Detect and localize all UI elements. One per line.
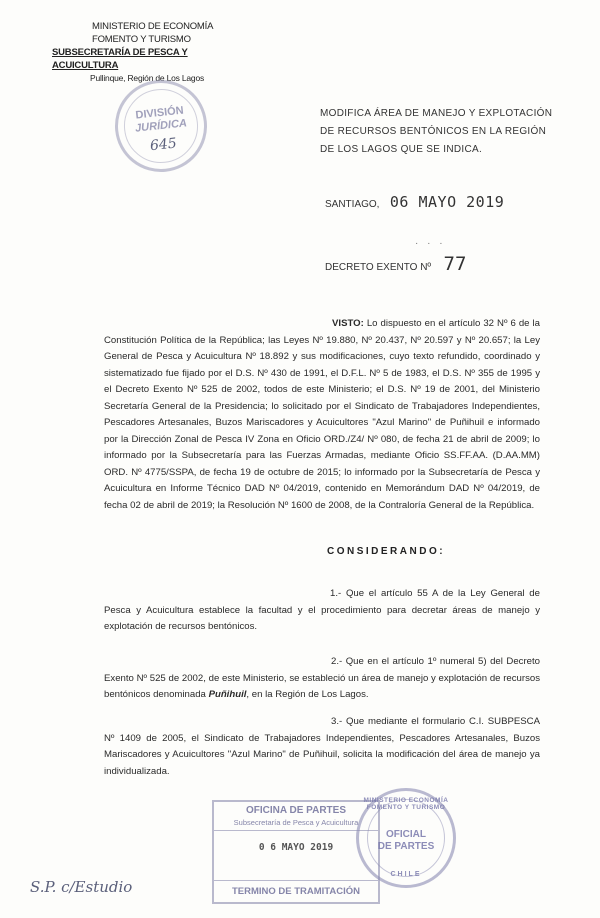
stamp-partes-subtitle: Subsecretaría de Pesca y Acuicultura bbox=[233, 818, 359, 827]
header-subsecretariat: SUBSECRETARÍA DE PESCA Y ACUICULTURA bbox=[52, 47, 188, 71]
considerando-item-2 bbox=[104, 654, 540, 704]
round-stamp-center-text bbox=[359, 829, 453, 853]
date-label: SANTIAGO, bbox=[325, 199, 380, 210]
stamp-partes-footer: TERMINO DE TRAMITACIÓN bbox=[231, 886, 361, 897]
handwritten-note: S.P. c/Estudio bbox=[30, 878, 133, 896]
header-department: FOMENTO Y TURISMO bbox=[92, 34, 191, 45]
item-text: Que mediante el formulario C.I. SUBPESCA Nº 1409 de 2005, el Sindicato de Trabajadores Independientes, Pescadores Artesanales, Buzos Mariscadores y Acuicultores "Azul Marino" de Puñihuil, solicita la modificación del área de manejo ya individualizada. bbox=[104, 716, 540, 777]
decree-date bbox=[325, 193, 504, 212]
considerando-heading: CONSIDERANDO: bbox=[327, 546, 446, 557]
item-text-before: Que en el artículo 1º numeral 5) del Decreto Exento Nº 525 de 2002, de este Ministerio, se estableció un área de manejo y explotación de recursos bentónicos denominada bbox=[104, 656, 540, 700]
item-text-after: , en la Región de Los Lagos. bbox=[246, 689, 369, 700]
date-value: 06 MAYO 2019 bbox=[389, 193, 505, 211]
item-text: Que el artículo 55 A de la Ley General de Pesca y Acuicultura establece la facultad y el procedimiento para decretar áreas de manejo y explotación de recursos bentónicos. bbox=[104, 588, 540, 632]
considerando-item-3 bbox=[104, 714, 540, 780]
round-stamp-top-text: MINISTERIO ECONOMÍA FOMENTO Y TURISMO bbox=[363, 797, 449, 811]
visto-paragraph bbox=[104, 316, 540, 514]
round-stamp-de-partes: DE PARTES bbox=[377, 841, 435, 852]
decree-number-line bbox=[325, 253, 466, 275]
stamp-partes-date: 0 6 MAYO 2019 bbox=[258, 842, 334, 853]
ministerio-round-stamp bbox=[356, 788, 456, 888]
division-juridica-stamp bbox=[110, 75, 211, 176]
header-ministry: MINISTERIO DE ECONOMÍA bbox=[92, 21, 214, 32]
stamp-divider bbox=[214, 830, 378, 831]
stamp-handwritten-number: 645 bbox=[149, 135, 178, 155]
item-number: 2.- bbox=[331, 656, 343, 667]
decree-label: DECRETO EXENTO Nº bbox=[325, 262, 432, 273]
visto-text: Lo dispuesto en el artículo 32 Nº 6 de la Constitución Política de la República; las Leyes Nº 19.880, Nº 20.437, Nº 20.597 y Nº 20.657; la Ley General de Pesca y Acuicultura Nº 18.892 y sus modificaciones, cuyo texto refundido, coordinado y sistematizado fue fijado por el D.S. Nº 430 de 1991, el D.F.L. Nº 5 de 1983, el D.S. Nº 355 de 1995 y el Decreto Exento Nº 525 de 2002, todos de este Ministerio; el D.S. Nº 19 de 2001, del Ministerio Secretaría General de la Presidencia; lo solicitado por el Sindicato de Trabajadores Independientes, Pescadores Artesanales, Buzos Mariscadores y Acuicultores "Azul Marino" de Puñihuil e informado por la Dirección Zonal de Pesca IV Zona en Oficio ORD./Z4/ Nº 080, de fecha 21 de abril de 2009; lo informado por la Subsecretaría para las Fuerzas Armadas, mediante Oficio SS.FF.AA. (D.AA.MM) ORD. Nº 4775/SSPA, de fecha 19 de octubre de 2015; lo informado por la Subsecretaría de Pesca y Acuicultura en Informe Técnico DAD Nº 04/2019, contenido en Memorándum DAD Nº 04/2019, de fecha 02 de abril de 2019; la Resolución Nº 1600 de 2008, de la Contraloría General de la República. bbox=[104, 318, 540, 511]
round-stamp-bottom-text: CHILE bbox=[390, 871, 422, 878]
item-number: 1.- bbox=[330, 588, 342, 599]
stamp-divider bbox=[214, 880, 378, 881]
decree-number: 77 bbox=[443, 253, 467, 275]
round-stamp-oficial: OFICIAL bbox=[386, 829, 426, 840]
decree-subject: MODIFICA ÁREA DE MANEJO Y EXPLOTACIÓN DE RECURSOS BENTÓNICOS EN LA REGIÓN DE LOS LAGOS QUE SE INDICA. bbox=[320, 108, 553, 155]
stamp-partes-title: OFICINA DE PARTES bbox=[245, 805, 346, 816]
ministry-header bbox=[52, 20, 252, 85]
visto-heading: VISTO: bbox=[332, 318, 364, 329]
oficina-de-partes-stamp bbox=[212, 800, 380, 904]
decree-number-dots: · · · bbox=[415, 238, 446, 249]
considerando-item-1 bbox=[104, 586, 540, 636]
stamp-juridica-text: JURÍDICA bbox=[134, 117, 188, 135]
stamp-division-text: DIVISIÓN bbox=[134, 104, 185, 122]
area-name: Puñihuil bbox=[208, 689, 247, 700]
item-number: 3.- bbox=[331, 716, 343, 727]
header-location: Pullinque, Región de Los Lagos bbox=[90, 73, 205, 83]
